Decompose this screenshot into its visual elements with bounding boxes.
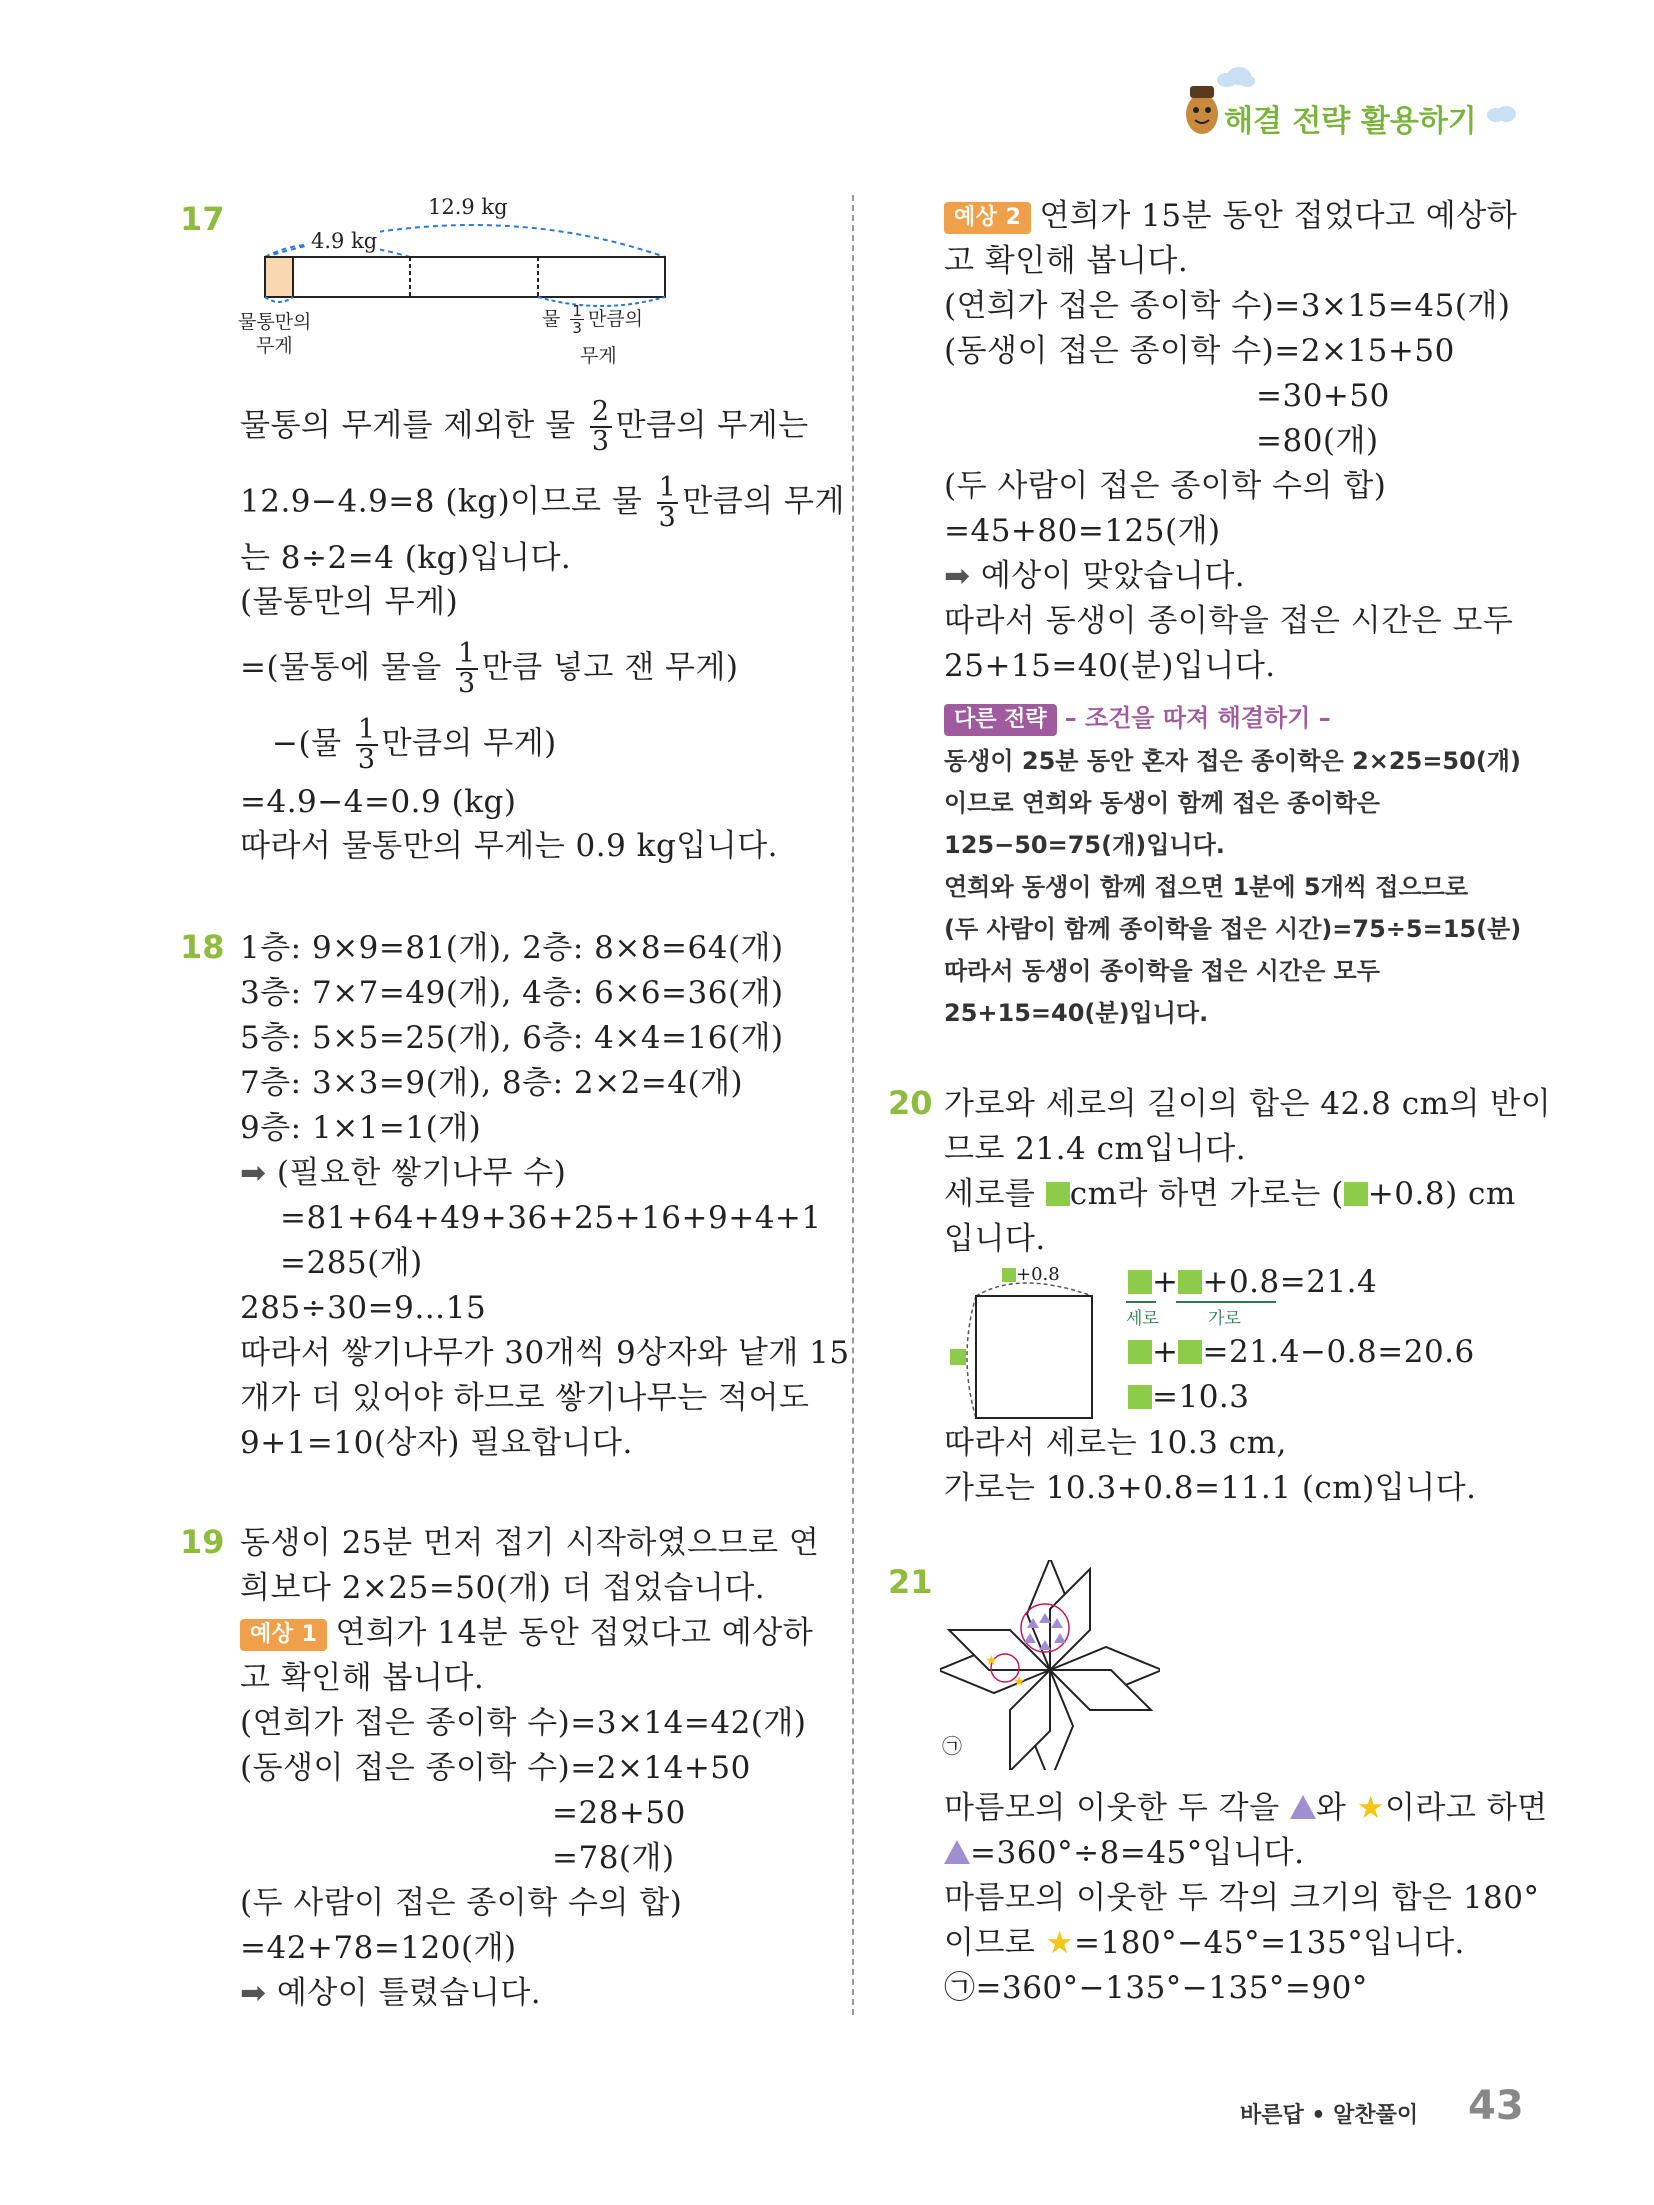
q17-right-suffix: 만큼의 xyxy=(587,308,644,330)
q18-line xyxy=(240,1151,566,1195)
q20-eq-line xyxy=(1128,1330,1475,1374)
svg-text:★: ★ xyxy=(1013,1674,1026,1690)
q17-line xyxy=(240,640,738,698)
text: + xyxy=(1152,1334,1179,1370)
text: 연희가 14분 동안 접었다고 예상하 xyxy=(335,1615,814,1651)
text: + xyxy=(1152,1264,1179,1300)
q19-line: =80(개) xyxy=(1256,423,1379,459)
fraction xyxy=(657,474,679,532)
q19-line: (연희가 접은 종이학 수)=3×14=42(개) xyxy=(240,1705,807,1741)
q18-line: 285÷30=9…15 xyxy=(240,1290,487,1326)
column-divider xyxy=(852,195,854,2015)
question-number: 21 xyxy=(888,1563,933,1601)
alt-line: 연희와 동생이 함께 접으면 1분에 5개씩 접으므로 xyxy=(944,873,1469,901)
q18-line: =81+64+49+36+25+16+9+4+1 xyxy=(280,1200,822,1236)
alt-line: 125−50=75(개)입니다. xyxy=(944,831,1225,859)
text: cm라 하면 가로는 ( xyxy=(1069,1176,1344,1212)
q18-line: 9층: 1×1=1(개) xyxy=(240,1110,482,1146)
alt-line: 이므로 연희와 동생이 함께 접은 종이학은 xyxy=(944,789,1380,817)
text: +0.8) cm xyxy=(1367,1176,1516,1212)
frac-den: 3 xyxy=(357,744,376,775)
q18-line: 1층: 9×9=81(개), 2층: 8×8=64(개) xyxy=(240,930,784,966)
question-number: 17 xyxy=(180,200,225,238)
prediction-badge: 예상 2 xyxy=(944,202,1031,234)
q20-underline-left xyxy=(1126,1301,1156,1303)
text: 연희가 15분 동안 접었다고 예상하 xyxy=(1039,198,1518,234)
green-square-icon xyxy=(1178,1270,1202,1294)
q19-line: (동생이 접은 종이학 수)=2×15+50 xyxy=(944,333,1455,369)
q19-line: =78(개) xyxy=(552,1840,675,1876)
q17-line xyxy=(240,398,809,456)
q21-fig-label: ㉠ xyxy=(942,1734,962,1758)
q20-line: 가로는 10.3+0.8=11.1 (cm)입니다. xyxy=(944,1470,1477,1506)
q17-line: =4.9−4=0.9 (kg) xyxy=(240,784,517,820)
q17-right-label-2: 무게 xyxy=(580,345,617,367)
alt-strategy-badge: 다른 전략 xyxy=(944,704,1057,736)
q20-eq-line xyxy=(1128,1260,1377,1304)
q20-line: 입니다. xyxy=(944,1221,1046,1257)
q17-total-label: 12.9 kg xyxy=(425,195,511,219)
q18-line: 따라서 쌓기나무가 30개씩 9상자와 낱개 15 xyxy=(240,1335,850,1371)
green-square-icon xyxy=(1128,1270,1152,1294)
header-cloud-icon xyxy=(1215,66,1255,88)
alt-line: (두 사람이 함께 종이학을 접은 시간)=75÷5=15(분) xyxy=(944,915,1522,943)
q20-line: 므로 21.4 cm입니다. xyxy=(944,1131,1247,1167)
frac-den: 3 xyxy=(572,319,582,337)
q17-bar-diagram xyxy=(230,195,700,375)
q19-line: 고 확인해 봅니다. xyxy=(944,243,1189,279)
q19-line: =28+50 xyxy=(552,1795,686,1831)
q21-line xyxy=(944,1921,1465,1965)
q20-eq-line xyxy=(1128,1375,1250,1419)
text: =21.4−0.8=20.6 xyxy=(1202,1334,1475,1370)
arrow-right-icon: ➡ xyxy=(240,1975,267,2011)
question-number: 18 xyxy=(180,928,225,966)
q19-line: 동생이 25분 먼저 접기 시작하였으므로 연 xyxy=(240,1525,820,1561)
star-icon: ★ xyxy=(1045,1925,1074,1961)
q19-line: (연희가 접은 종이학 수)=3×15=45(개) xyxy=(944,288,1511,324)
q20-fig-top-label xyxy=(1002,1264,1060,1285)
text: =(물통에 물을 xyxy=(240,649,453,686)
q18-line: 7층: 3×3=9(개), 8층: 2×2=4(개) xyxy=(240,1065,744,1101)
question-number: 19 xyxy=(180,1523,225,1561)
q17-left-label-2: 무게 xyxy=(256,335,293,357)
q18-line: 개가 더 있어야 하므로 쌓기나무는 적어도 xyxy=(240,1380,810,1416)
alt-line: 25+15=40(분)입니다. xyxy=(944,999,1209,1027)
green-square-icon xyxy=(1046,1182,1070,1206)
green-square-icon xyxy=(1128,1340,1152,1364)
q19-line xyxy=(240,1971,541,2015)
frac-num: 1 xyxy=(357,714,376,745)
text: 12.9−4.9=8 (kg)이므로 물 xyxy=(240,483,653,520)
q17-line: (물통만의 무게) xyxy=(240,584,459,620)
arrow-right-icon: ➡ xyxy=(944,558,971,594)
q19-line: 25+15=40(분)입니다. xyxy=(944,648,1276,684)
green-square-icon xyxy=(1128,1385,1152,1409)
frac-den: 3 xyxy=(458,668,476,699)
alt-line: 따라서 동생이 종이학을 접은 시간은 모두 xyxy=(944,957,1380,985)
q19-line: =30+50 xyxy=(1256,378,1390,414)
q20-line xyxy=(944,1172,1516,1216)
q21-line: 마름모의 이웃한 두 각의 크기의 합은 180° xyxy=(944,1880,1540,1916)
q17-right-prefix: 물 xyxy=(542,308,561,330)
q19-line: (두 사람이 접은 종이학 수의 합) xyxy=(240,1885,683,1921)
q17-line xyxy=(240,474,845,532)
q21-line: ㉠=360°−135°−135°=90° xyxy=(944,1970,1368,2006)
q17-left-label-1: 물통만의 xyxy=(238,311,312,333)
frac-num: 1 xyxy=(658,472,677,503)
q19-line: =45+80=125(개) xyxy=(944,513,1221,549)
q18-line: 3층: 7×7=49(개), 4층: 6×6=36(개) xyxy=(240,975,784,1011)
q19-line: 고 확인해 봅니다. xyxy=(240,1660,485,1696)
text: (필요한 쌓기나무 수) xyxy=(276,1155,567,1191)
green-square-icon xyxy=(1002,1268,1016,1282)
green-square-icon xyxy=(1178,1340,1202,1364)
alt-strategy-header xyxy=(944,698,1331,736)
text: 세로를 xyxy=(944,1176,1046,1212)
fraction xyxy=(356,716,378,774)
q19-line: 희보다 2×25=50(개) 더 접었습니다. xyxy=(240,1570,766,1606)
q19-line: 따라서 동생이 종이학을 접은 시간은 모두 xyxy=(944,603,1514,639)
text: 만큼의 무게) xyxy=(381,725,557,762)
fraction xyxy=(590,398,612,456)
header-title: 해결 전략 활용하기 xyxy=(1224,104,1477,139)
q20-label-vertical: 세로 xyxy=(1126,1309,1159,1329)
frac-den: 3 xyxy=(658,502,677,533)
q19-line: =42+78=120(개) xyxy=(240,1930,517,1966)
text: 마름모의 이웃한 두 각을 xyxy=(944,1790,1290,1826)
frac-num: 2 xyxy=(591,396,610,427)
q20-rectangle-figure xyxy=(940,1262,1100,1422)
text: =10.3 xyxy=(1152,1379,1250,1415)
q21-star-figure xyxy=(940,1560,1160,1770)
prediction-badge: 예상 1 xyxy=(240,1619,327,1651)
text: +0.8 xyxy=(1016,1264,1060,1285)
page-number: 43 xyxy=(1468,2083,1524,2129)
text: 이므로 xyxy=(944,1925,1046,1961)
frac-num: 1 xyxy=(458,638,476,669)
text: 이라고 하면 xyxy=(1385,1790,1548,1826)
q17-part-label: 4.9 kg xyxy=(308,229,380,253)
q17-line xyxy=(272,716,557,774)
footer-label: 바른답 • 알찬풀이 xyxy=(1240,2103,1419,2128)
q17-right-label xyxy=(542,303,643,336)
q19-line xyxy=(944,194,1517,238)
q19-line: (동생이 접은 종이학 수)=2×14+50 xyxy=(240,1750,751,1786)
q20-label-horizontal: 가로 xyxy=(1208,1309,1241,1329)
q19-line: (두 사람이 접은 종이학 수의 합) xyxy=(944,468,1387,504)
question-number: 20 xyxy=(888,1084,933,1122)
text: 만큼의 무게는 xyxy=(615,407,809,444)
header-cloud-right-icon xyxy=(1486,103,1516,125)
text: =180°−45°=135°입니다. xyxy=(1074,1925,1465,1961)
alt-strategy-title: – 조건을 따져 해결하기 – xyxy=(1064,704,1331,732)
text: 만큼 넣고 잰 무게) xyxy=(481,649,739,686)
text: 물통의 무게를 제외한 물 xyxy=(240,407,586,444)
frac-den: 3 xyxy=(591,426,610,457)
text: 만큼의 무게 xyxy=(682,483,845,520)
svg-text:★: ★ xyxy=(985,1653,998,1669)
alt-line: 동생이 25분 동안 혼자 접은 종이학은 2×25=50(개) xyxy=(944,747,1521,775)
q17-line: 는 8÷2=4 (kg)입니다. xyxy=(240,540,572,576)
q18-line: 9+1=10(상자) 필요합니다. xyxy=(240,1425,633,1461)
frac-num: 1 xyxy=(572,302,582,320)
triangle-icon xyxy=(944,1840,970,1864)
text: 예상이 틀렸습니다. xyxy=(276,1975,542,2011)
fraction xyxy=(456,640,478,698)
text: =360°÷8=45°입니다. xyxy=(970,1835,1305,1871)
green-square-icon xyxy=(1344,1182,1368,1206)
text: −(물 xyxy=(272,725,352,762)
q19-line xyxy=(240,1611,813,1655)
q18-line: 5층: 5×5=25(개), 6층: 4×4=16(개) xyxy=(240,1020,784,1056)
q21-line xyxy=(944,1831,1304,1875)
header-mascot-icon xyxy=(1180,80,1224,140)
fraction xyxy=(570,303,584,336)
q20-underline-right xyxy=(1176,1301,1276,1303)
text: 예상이 맞았습니다. xyxy=(980,558,1246,594)
q17-line: 따라서 물통만의 무게는 0.9 kg입니다. xyxy=(240,828,778,864)
q18-line: =285(개) xyxy=(280,1245,423,1281)
arrow-right-icon: ➡ xyxy=(240,1155,267,1191)
q20-line: 따라서 세로는 10.3 cm, xyxy=(944,1425,1287,1461)
q20-line: 가로와 세로의 길이의 합은 42.8 cm의 반이 xyxy=(944,1086,1552,1122)
text: 와 xyxy=(1315,1790,1357,1826)
star-icon: ★ xyxy=(1356,1790,1385,1826)
q19-line xyxy=(944,554,1245,598)
q21-line xyxy=(944,1786,1548,1830)
text: +0.8=21.4 xyxy=(1202,1264,1378,1300)
triangle-icon xyxy=(1290,1795,1316,1819)
